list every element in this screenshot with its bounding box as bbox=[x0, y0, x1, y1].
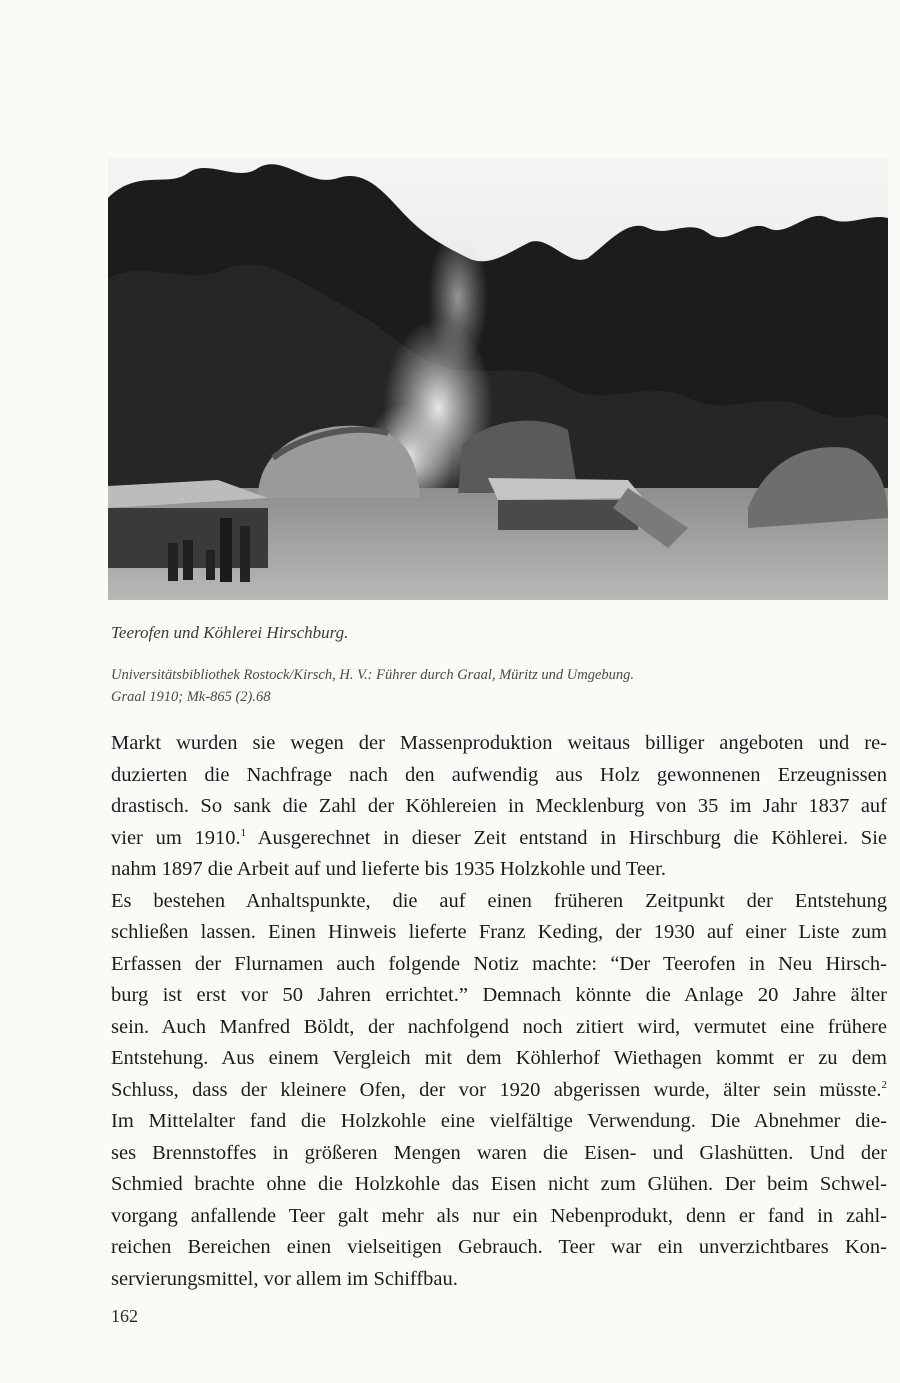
text-line bbox=[111, 1106, 887, 1138]
text-line bbox=[111, 728, 887, 760]
text-line bbox=[111, 823, 887, 855]
footnote-marker: 2 bbox=[881, 1078, 887, 1091]
text-line-content: vorgang anfallende Teer galt mehr als nur ein Nebenprodukt, denn er fand in zahl- bbox=[111, 1204, 887, 1227]
text-line-content: Erfassen der Flurnamen auch folgende Notiz machte: “Der Teerofen in Neu Hirsch- bbox=[111, 952, 887, 975]
text-line-content: ses Brennstoffes in größeren Mengen waren die Eisen- und Glashütten. Und der bbox=[111, 1141, 887, 1164]
photo-illustration bbox=[108, 158, 888, 600]
text-line-content: reichen Bereichen einen vielseitigen Gebrauch. Teer war ein unverzichtbares Kon- bbox=[111, 1236, 887, 1258]
text-line bbox=[111, 854, 887, 886]
text-line bbox=[111, 1264, 887, 1296]
text-line-content: drastisch. So sank die Zahl der Köhlereien in Mecklenburg von 35 im Jahr 1837 auf bbox=[111, 795, 887, 817]
text-line-content: Ausgerechnet in dieser Zeit entstand in Hirschburg die Köhlerei. Sie bbox=[246, 826, 887, 849]
footnote-marker: 1 bbox=[240, 826, 247, 839]
text-line bbox=[111, 917, 887, 949]
text-line bbox=[111, 1201, 887, 1233]
text-line-content: schließen lassen. Einen Hinweis lieferte Franz Keding, der 1930 auf einer Liste zum bbox=[111, 921, 887, 943]
text-line bbox=[111, 1075, 887, 1107]
text-line-content: burg ist erst vor 50 Jahren errichtet.” Demnach könnte die Anlage 20 Jahre älter bbox=[111, 984, 887, 1006]
text-line bbox=[111, 1232, 887, 1264]
text-line bbox=[111, 886, 887, 918]
text-line-content: Es bestehen Anhaltspunkte, die auf einen früheren Zeitpunkt der Entstehung bbox=[111, 889, 887, 912]
credit-line: Universitätsbibliothek Rostock/Kirsch, H. V.: Führer durch Graal, Müritz und Umgebung. bbox=[111, 667, 635, 683]
text-line-content: sein. Auch Manfred Böldt, der nachfolgend noch zitiert wird, vermutet eine frühere bbox=[111, 1015, 887, 1038]
text-line bbox=[111, 980, 887, 1012]
text-line bbox=[111, 1012, 887, 1044]
text-line-content: Markt wurden sie wegen der Massenproduktion weitaus billiger angeboten und re- bbox=[111, 732, 887, 754]
text-line bbox=[111, 791, 887, 823]
text-line-content: vier um 1910. bbox=[111, 826, 241, 849]
text-line bbox=[111, 1169, 887, 1201]
text-line-content: Entstehung. Aus einem Vergleich mit dem Köhlerhof Wiethagen kommt er zu dem bbox=[111, 1047, 887, 1069]
text-line bbox=[111, 949, 887, 981]
text-line-content: Schmied brachte ohne die Holzkohle das Eisen nicht zum Glühen. Der beim Schwel- bbox=[111, 1173, 887, 1195]
text-line-content: nahm 1897 die Arbeit auf und lieferte bis 1935 Holzkohle und Teer. bbox=[111, 858, 666, 880]
text-line-content: servierungsmittel, vor allem im Schiffbau. bbox=[111, 1267, 458, 1290]
text-line bbox=[111, 1138, 887, 1170]
text-line bbox=[111, 1043, 887, 1075]
page-number: 162 bbox=[111, 1306, 138, 1326]
body-text bbox=[111, 728, 887, 1295]
figure-credit bbox=[111, 664, 851, 708]
text-line bbox=[111, 760, 887, 792]
text-line-content: duzierten die Nachfrage nach den aufwendig aus Holz gewonnenen Erzeugnissen bbox=[111, 763, 887, 786]
historical-photo-kiln bbox=[108, 158, 888, 600]
credit-line: Graal 1910; Mk-865 (2).68 bbox=[111, 689, 271, 705]
figure-caption: Teerofen und Köhlerei Hirschburg. bbox=[111, 623, 349, 642]
text-line-content: Schluss, dass der kleinere Ofen, der vor 1920 abgerissen wurde, älter sein müsste. bbox=[111, 1078, 882, 1101]
text-line-content: Im Mittelalter fand die Holzkohle eine vielfältige Verwendung. Die Abnehmer die- bbox=[111, 1110, 887, 1132]
